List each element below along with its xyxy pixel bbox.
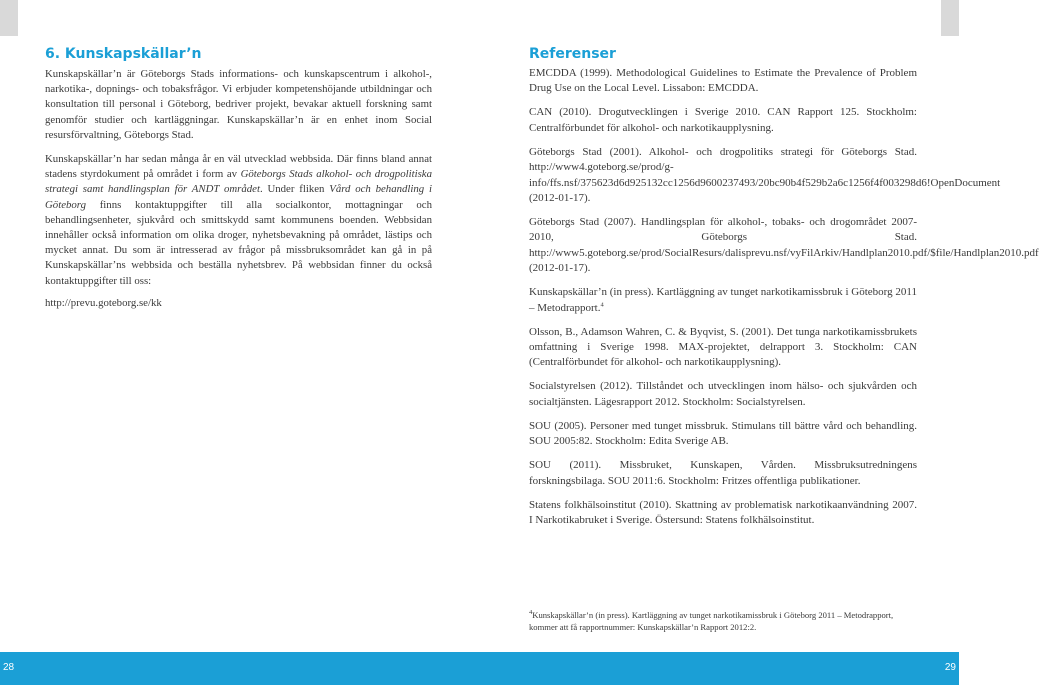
reference-item: EMCDDA (1999). Methodological Guidelines to Estimate the Prevalence of Problem Drug Use on the Local Level. Lissabon: EMCDDA. xyxy=(529,67,917,95)
website-text-b: . Under fliken xyxy=(259,183,330,196)
page-number-right: 29 xyxy=(944,662,956,673)
reference-item: Göteborgs Stad (2007). Handlingsplan för alkohol-, tobaks- och drogområdet 2007-2010, Göteborgs Stad. http://www5.goteborg.se/prod/SocialResurs/dalisprevu.nsf/vyFilArkiv/Handlplan2010.pdf/$file/Handlplan2010.pdf (2012-01-17). xyxy=(529,216,1039,275)
reference-text: Kunskapskällar’n (in press). Kartläggning av tunget narkotikamissbruk i Göteborg 2011 – Metodrapport. xyxy=(529,286,917,314)
footnote-number: 4 xyxy=(529,609,533,617)
website-text-c: finns kontaktuppgifter till alla socialkontor, mottagningar och behandlingsenheter, sjukvård och smittskydd samt kommunens boenden. Webbsidan innehåller också information om olika droger, nyhetsbevakning på området, lästips och mycket annat. Du som är intresserad av frågor på missbruksområdet kan gå in på Kunskapskällar’ns webbsida och beställa nyhetsbrev. På webbsidan finner du också kontaktuppgifter till oss: xyxy=(45,198,432,287)
reference-item: CAN (2010). Drogutvecklingen i Sverige 2010. CAN Rapport 125. Stockholm: Centralförbundet för alkohol- och narkotikaupplysning. xyxy=(529,106,917,134)
page-number-left: 28 xyxy=(3,662,15,673)
website-url[interactable]: http://prevu.goteborg.se/kk xyxy=(45,296,162,309)
reference-item: SOU (2011). Missbruket, Kunskapen, Vården. Missbruksutredningens forskningsbilaga. SOU 2011:6. Stockholm: Fritzes offentliga publikationer. xyxy=(529,459,917,487)
reference-item: SOU (2005). Personer med tunget missbruk. Stimulans till bättre vård och behandling. SOU 2005:82. Stockholm: Edita Sverige AB. xyxy=(529,419,917,448)
footnote-marker: 4 xyxy=(600,301,604,308)
corner-tab-left xyxy=(0,0,18,36)
website-text-a: Kunskapskällar’n har sedan många år en väl utvecklad webbsida. Där finns bland annat stadens styrdokument på området i form av xyxy=(45,153,432,181)
strategy-title: Göteborgs Stads alkohol- och drogpolitiska strategi samt handlingsplan för ANDT området xyxy=(45,168,432,196)
footer-bar xyxy=(0,652,959,685)
reference-item xyxy=(529,285,917,316)
reference-item: Socialstyrelsen (2012). Tillståndet och utvecklingen inom hälso- och sjukvården och socialtjänsten. Lägesrapport 2012. Stockholm: Socialstyrelsen. xyxy=(529,380,917,408)
intro-paragraph: Kunskapskällar’n är Göteborgs Stads informations- och kunskapscentrum i alkohol-, narkotika-, dopnings- och tobaksfrågor. Vi erbjuder kompetenshöjande utbildningar och konsultation till personal i Göteborg, bedriver projekt, bevakar aktuell forskning samt genomför studier och kartläggningar. Kunskapskällar’n är en enhet inom Social resursförvaltning, Göteborgs Stad. xyxy=(45,68,432,141)
reference-item: Olsson, B., Adamson Wahren, C. & Byqvist, S. (2001). Det tunga narkotikamissbrukets omfattning i Sverige 1998. MAX-projektet, delrapport 3. Stockholm: CAN (Centralförbundet för alkohol- och narkotikaupplysning). xyxy=(529,325,917,369)
section-heading: 6. Kunskapskällar’n xyxy=(45,46,202,62)
website-paragraph xyxy=(45,152,432,289)
reference-item: Göteborgs Stad (2001). Alkohol- och drogpolitiks strategi för Göteborgs Stad. http://www4.goteborg.se/prod/g-info/ffs.nsf/375623d6d925132cc1256d9600237493/20bc90b4f529b2a6c1256f4f003298d6!OpenDocument (2012-01-17). xyxy=(529,145,1001,205)
left-page-column xyxy=(45,46,432,320)
reference-item: Statens folkhälsoinstitut (2010). Skattning av problematisk narkotikaanvändning 2007. I Narkotikabruket i Sverige. Östersund: Statens folkhälsoinstitut. xyxy=(529,498,917,527)
footnote-text: Kunskapskällar’n (in press). Kartläggning av tunget narkotikamissbruk i Göteborg 2011 – Metodrapport, kommer att få rapportnummer: Kunskapskällar’n Rapport 2012:2. xyxy=(529,610,894,632)
right-page-column xyxy=(529,46,1039,537)
references-heading: Referenser xyxy=(529,46,616,62)
footnote xyxy=(529,609,914,633)
tab-name: Vård och behandling i Göteborg xyxy=(45,183,432,211)
corner-tab-right xyxy=(941,0,959,36)
